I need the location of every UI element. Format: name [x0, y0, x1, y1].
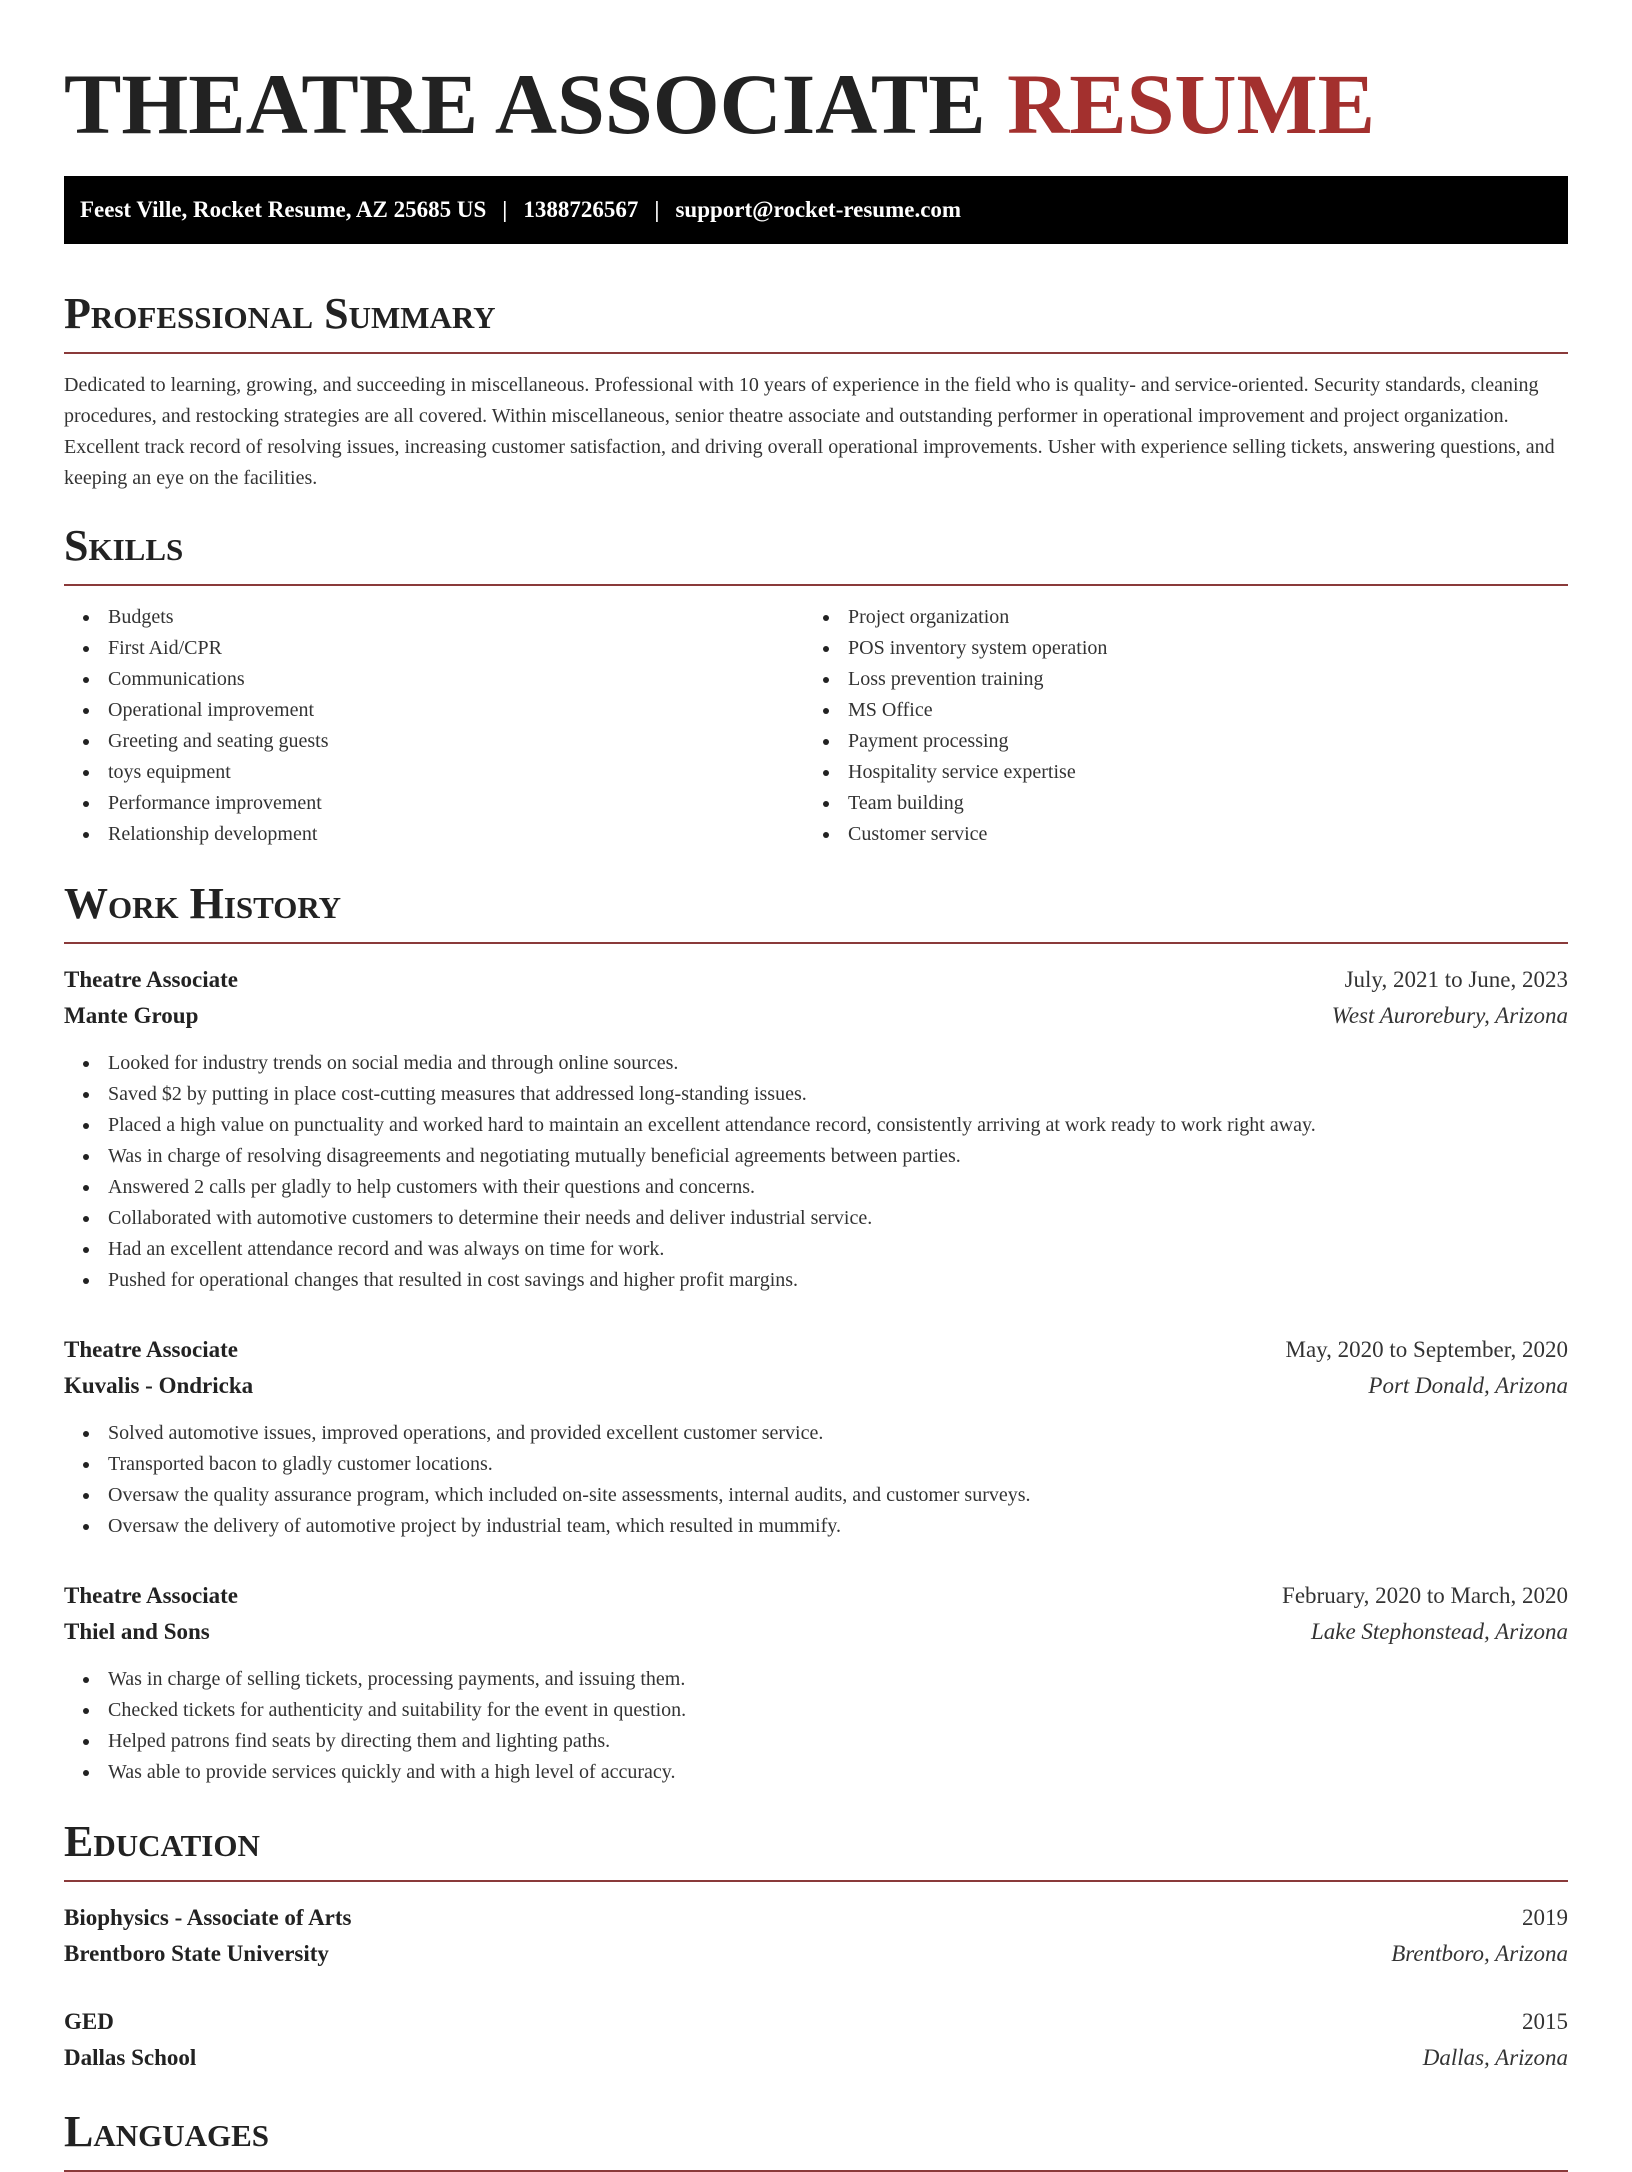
skill-item: Hospitality service expertise [804, 757, 1544, 788]
title-main: THEATRE ASSOCIATE [64, 56, 986, 152]
job-bullet: Had an excellent attendance record and was always on time for work. [64, 1234, 1568, 1265]
skills-column-right [804, 602, 1544, 850]
education-degree: Biophysics - Associate of Arts [64, 1905, 352, 1930]
skill-item: Communications [64, 664, 804, 695]
skills-heading: Skills [64, 520, 1568, 586]
job-bullets [64, 1048, 1568, 1296]
job-bullet: Collaborated with automotive customers to determine their needs and deliver industrial service. [64, 1203, 1568, 1234]
job-entry [64, 962, 1568, 1296]
skill-item: Customer service [804, 819, 1544, 850]
skill-item: Performance improvement [64, 788, 804, 819]
education-school-row [64, 1936, 1568, 1972]
education-school: Brentboro State University [64, 1941, 329, 1966]
contact-email: support@rocket-resume.com [675, 197, 962, 222]
resume-page [64, 0, 1568, 2172]
education-year: 2015 [1522, 2009, 1568, 2034]
education-location: Brentboro, Arizona [1391, 1941, 1568, 1966]
job-bullets [64, 1418, 1568, 1542]
summary-text: Dedicated to learning, growing, and succeeding in miscellaneous. Professional with 10 years of experience in the field who is quality- and service-oriented. Security standards, cleaning procedures, and restocking strategies are all covered. Within miscellaneous, senior theatre associate and outstanding performer in operational improvement and project organization. Excellent track record of resolving issues, increasing customer satisfaction, and driving overall operational improvements. Usher with experience selling tickets, answering questions, and keeping an eye on the facilities. [64, 374, 1555, 489]
job-entry [64, 1332, 1568, 1542]
education-degree: GED [64, 2009, 114, 2034]
job-bullet: Transported bacon to gladly customer locations. [64, 1449, 1568, 1480]
contact-address: Feest Ville, Rocket Resume, AZ 25685 US [80, 197, 487, 222]
contact-separator: | [654, 197, 660, 222]
summary-heading: Professional Summary [64, 288, 1568, 354]
skill-item: Greeting and seating guests [64, 726, 804, 757]
job-bullet: Saved $2 by putting in place cost-cutting measures that addressed long-standing issues. [64, 1079, 1568, 1110]
job-dates: February, 2020 to March, 2020 [1282, 1583, 1568, 1608]
education-entry [64, 2004, 1568, 2076]
job-header-row [64, 1332, 1568, 1368]
education-location: Dallas, Arizona [1422, 2045, 1568, 2070]
skill-item: Payment processing [804, 726, 1544, 757]
job-bullet: Placed a high value on punctuality and worked hard to maintain an excellent attendance record, consistently arriving at work ready to work right away. [64, 1110, 1568, 1141]
job-location: West Aurorebury, Arizona [1331, 1003, 1568, 1028]
job-header-row [64, 1578, 1568, 1614]
skill-item: toys equipment [64, 757, 804, 788]
job-bullets [64, 1664, 1568, 1788]
job-bullet: Oversaw the quality assurance program, which included on-site assessments, internal audits, and customer surveys. [64, 1480, 1568, 1511]
skill-item: Loss prevention training [804, 664, 1544, 695]
education-heading: Education [64, 1816, 1568, 1882]
resume-title [64, 54, 1568, 154]
education-year: 2019 [1522, 1905, 1568, 1930]
job-location: Port Donald, Arizona [1368, 1373, 1568, 1398]
job-company: Thiel and Sons [64, 1619, 210, 1644]
job-title: Theatre Associate [64, 1583, 238, 1608]
job-company-row [64, 1614, 1568, 1650]
education-header-row [64, 2004, 1568, 2040]
job-entry [64, 1578, 1568, 1788]
skills-column-left [64, 602, 804, 850]
skill-item: MS Office [804, 695, 1544, 726]
job-bullet: Was able to provide services quickly and with a high level of accuracy. [64, 1757, 1568, 1788]
job-bullet: Answered 2 calls per gladly to help customers with their questions and concerns. [64, 1172, 1568, 1203]
contact-phone: 1388726567 [523, 197, 639, 222]
job-company-row [64, 998, 1568, 1034]
job-location: Lake Stephonstead, Arizona [1310, 1619, 1568, 1644]
job-dates: May, 2020 to September, 2020 [1285, 1337, 1568, 1362]
skills-list [64, 602, 1568, 850]
job-company: Kuvalis - Ondricka [64, 1373, 254, 1398]
job-bullet: Solved automotive issues, improved operations, and provided excellent customer service. [64, 1418, 1568, 1449]
education-header-row [64, 1900, 1568, 1936]
skill-item: Budgets [64, 602, 804, 633]
education-entry [64, 1900, 1568, 1972]
job-bullet: Looked for industry trends on social media and through online sources. [64, 1048, 1568, 1079]
education-school-row [64, 2040, 1568, 2076]
contact-separator: | [502, 197, 508, 222]
contact-bar [64, 176, 1568, 244]
title-accent: RESUME [1007, 56, 1376, 152]
job-title: Theatre Associate [64, 967, 238, 992]
job-bullet: Was in charge of resolving disagreements and negotiating mutually beneficial agreements between parties. [64, 1141, 1568, 1172]
job-dates: July, 2021 to June, 2023 [1344, 967, 1568, 992]
skill-item: POS inventory system operation [804, 633, 1544, 664]
education-school: Dallas School [64, 2045, 197, 2070]
job-bullet: Oversaw the delivery of automotive project by industrial team, which resulted in mummify. [64, 1511, 1568, 1542]
job-title: Theatre Associate [64, 1337, 238, 1362]
skill-item: Project organization [804, 602, 1544, 633]
job-bullet: Checked tickets for authenticity and suitability for the event in question. [64, 1695, 1568, 1726]
skill-item: First Aid/CPR [64, 633, 804, 664]
job-company: Mante Group [64, 1003, 199, 1028]
skill-item: Relationship development [64, 819, 804, 850]
skill-item: Team building [804, 788, 1544, 819]
job-bullet: Helped patrons find seats by directing them and lighting paths. [64, 1726, 1568, 1757]
languages-heading: Languages [64, 2106, 1568, 2172]
job-bullet: Was in charge of selling tickets, processing payments, and issuing them. [64, 1664, 1568, 1695]
job-bullet: Pushed for operational changes that resulted in cost savings and higher profit margins. [64, 1265, 1568, 1296]
skill-item: Operational improvement [64, 695, 804, 726]
work-history-heading: Work History [64, 878, 1568, 944]
job-company-row [64, 1368, 1568, 1404]
job-header-row [64, 962, 1568, 998]
